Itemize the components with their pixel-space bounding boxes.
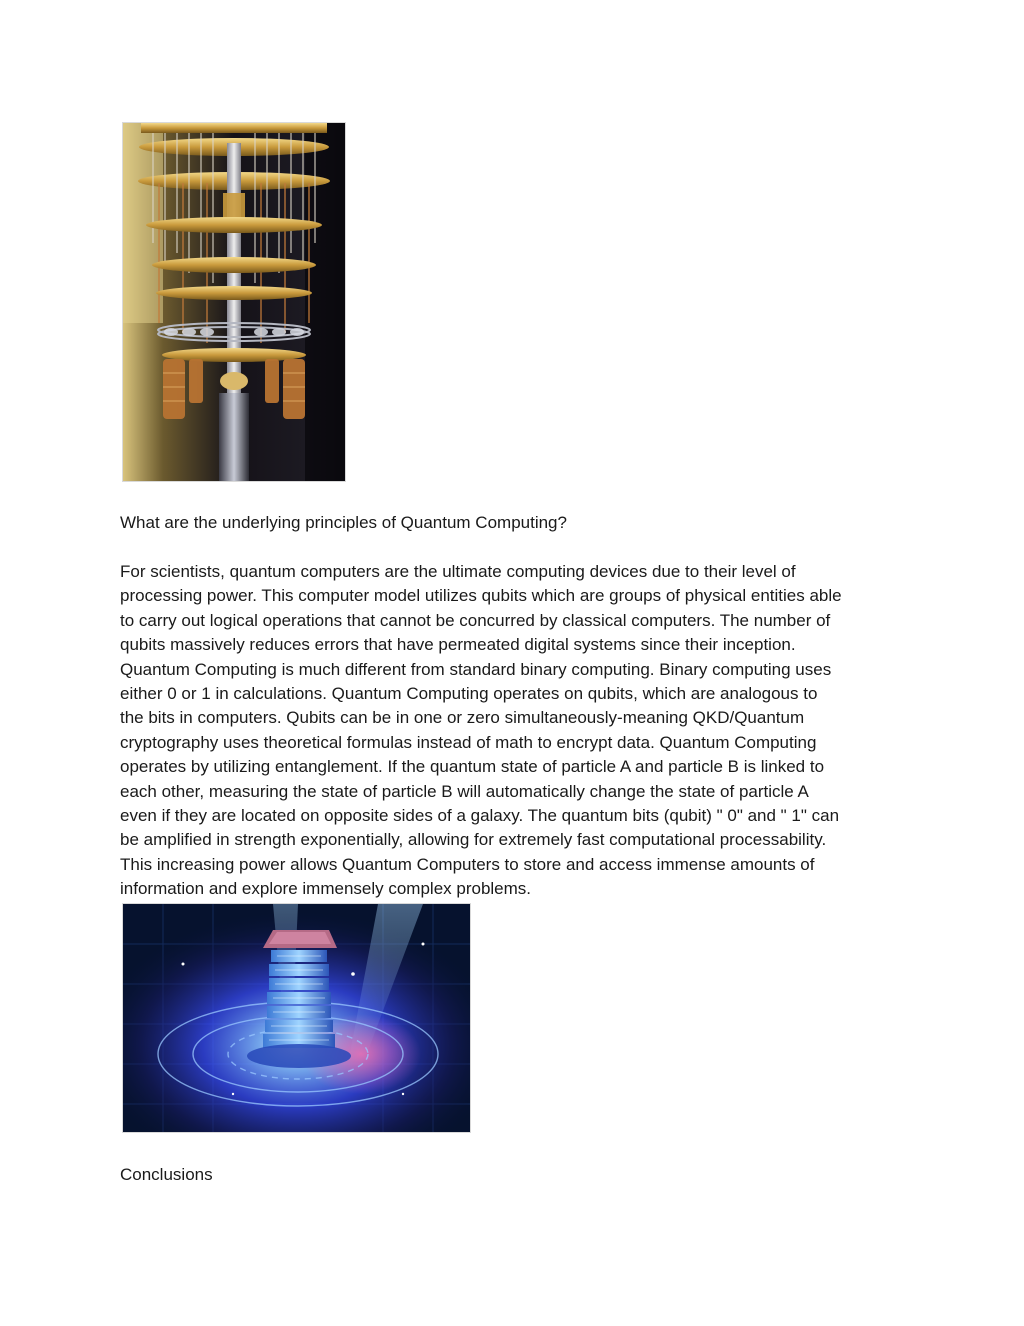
paragraph-line: Quantum Computing is much different from standard binary computing. Binary computing uses bbox=[120, 659, 832, 679]
paragraph-line: even if they are located on opposite sides of a galaxy. The quantum bits (qubit) " 0" and " 1" can bbox=[120, 806, 840, 826]
paragraph-line: each other, measuring the state of particle B will automatically change the state of particle A bbox=[120, 781, 809, 801]
paragraph-line: be amplified in strength exponentially, allowing for extremely fast computational processability. bbox=[120, 830, 827, 850]
paragraph-line: For scientists, quantum computers are the ultimate computing devices due to their level of bbox=[120, 562, 796, 581]
chip-illustration bbox=[123, 904, 470, 1132]
paragraph-line: This increasing power allows Quantum Computers to store and access immense amounts of bbox=[120, 854, 815, 874]
paragraph-line: the bits in computers. Qubits can be in one or zero simultaneously-meaning QKD/Quantum bbox=[120, 708, 805, 728]
cryostat-illustration bbox=[123, 123, 345, 481]
paragraph-line: operates by utilizing entanglement. If the quantum state of particle A and particle B is linked to bbox=[120, 757, 825, 777]
quantum-computer-cryostat-image bbox=[122, 122, 346, 482]
paragraph-line: cryptography uses theoretical formulas instead of math to encrypt data. Quantum Computing bbox=[120, 732, 817, 752]
body-paragraph bbox=[120, 560, 910, 902]
paragraph-line: qubits massively reduces errors that have permeated digital systems since their inception. bbox=[120, 635, 796, 655]
paragraph-line: to carry out logical operations that cannot be concurred by classical computers. The number of bbox=[120, 610, 831, 630]
paragraph-line: processing power. This computer model utilizes qubits which are groups of physical entities able bbox=[120, 586, 842, 606]
conclusions-heading: Conclusions bbox=[120, 1165, 213, 1184]
quantum-chip-illustration-image bbox=[122, 903, 471, 1133]
paragraph-line: information and explore immensely complex problems. bbox=[120, 879, 532, 899]
section-heading: What are the underlying principles of Quantum Computing? bbox=[120, 513, 567, 532]
paragraph-line: either 0 or 1 in calculations. Quantum Computing operates on qubits, which are analogous to bbox=[120, 684, 818, 704]
